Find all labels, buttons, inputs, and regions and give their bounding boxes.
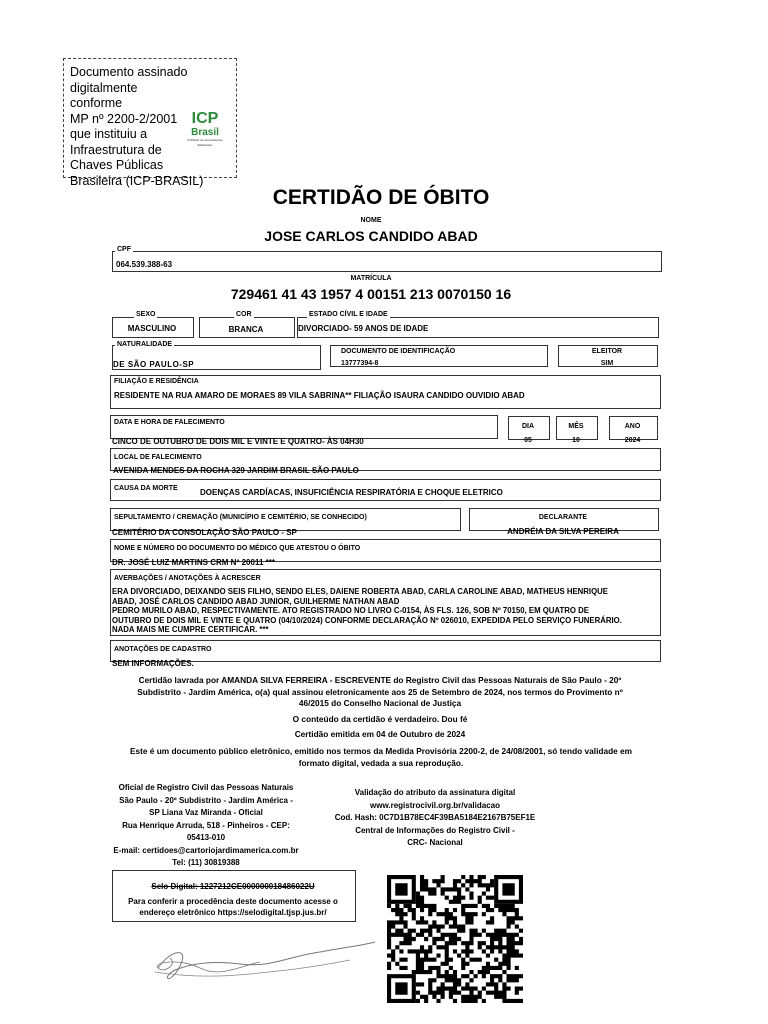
sepultamento-value: CEMITÉRIO DA CONSOLAÇÃO SÃO PAULO - SP (112, 528, 297, 537)
causa-value: DOENÇAS CARDÍACAS, INSUFICIÊNCIA RESPIRATÓRIA E CHOQUE ELETRICO (200, 488, 503, 497)
medico-label: NOME E NÚMERO DO DOCUMENTO DO MÉDICO QUE ATESTOU O ÓBITO (114, 545, 361, 552)
selo-value: Selo Digital: 1227212CE000000018486022U (151, 882, 315, 891)
matricula-value: 729461 41 43 1957 4 00151 213 0070150 16 (230, 286, 512, 302)
validacao-info: Validação do atributo da assinatura digital www.registrocivil.org.br/validacao Cod. Hash: 0C7D1B78EC4F39BA5184E2167B75EF1E Central de Informações do Registro Civil - CRC- Nacional (310, 787, 560, 850)
matricula-label: MATRÍCULA (350, 275, 392, 282)
ano-value: 2024 (624, 437, 641, 444)
dia-value: 05 (524, 437, 532, 444)
icp-brasil-stamp (63, 58, 237, 188)
documento-label: DOCUMENTO DE IDENTIFICAÇÃO (341, 348, 456, 355)
averbacoes-label: AVERBAÇÕES / ANOTAÇÕES À ACRESCER (114, 575, 261, 582)
validacao-link[interactable]: www.registrocivil.org.br/validacao (370, 800, 500, 810)
selo-info: Para conferir a procedência deste documento acesse o endereço eletrônico https://selodigital.tjsp.jus.br/ (112, 896, 354, 918)
nome-label: NOME (360, 217, 382, 224)
nome-value: JOSE CARLOS CANDIDO ABAD (264, 228, 478, 244)
cpf-label: CPF (117, 246, 131, 253)
estado-label: ESTADO CÍVIL E IDADE (309, 311, 388, 318)
emitida-text: Certidão emitida em 04 de Outubro de 2024 (294, 729, 466, 739)
sepultamento-label: SEPULTAMENTO / CREMAÇÃO (MUNICÍPIO E CEMITÉRIO, SE CONHECIDO) (114, 514, 367, 521)
averbacoes-text: ERA DIVORCIADO, DEIXANDO SEIS FILHO, SENDO ELES, DAIENE ROBERTA ABAD, CARLA CAROLINE ABAD, MATHEUS HENRIQUE ABAD, JOSÉ CARLOS CANDIDO ABAD JUNIOR, GUILHERME NATHAN ABAD PEDRO MURILO ABAD, RESPECTIVAMENTE. ATO REGISTRADO NO LIVRO C-0154, ÀS FLS. 126, SOB Nº 70150, EM QUATRO DE OUTUBRO DE DOIS MIL E VINTE E QUATRO (04/10/2024) CONFORME DECLARAÇÃO Nº 026010, EXPEDIDA PELO SERVIÇO FUNERÁRIO. NADA MAIS ME CUMPRE CERTIFICAR. *** (112, 587, 622, 635)
eletronico-text: Este é um documento público eletrônico, emitido nos termos da Medida Provisória 2200-2, de 24/08/2001, só tendo validade em formato digital, vedada a sua reprodução. (129, 746, 633, 768)
causa-label: CAUSA DA MORTE (114, 485, 178, 492)
sexo-label: SEXO (136, 311, 156, 318)
cpf-value: 064.539.388-63 (116, 260, 173, 269)
cadastro-label: ANOTAÇÕES DE CADASTRO (114, 646, 212, 653)
mes-label: MÊS (568, 423, 584, 430)
data-label: DATA E HORA DE FALECIMENTO (114, 419, 225, 426)
local-label: LOCAL DE FALECIMENTO (114, 454, 202, 461)
medico-value: DR. JOSÉ LUIZ MARTINS CRM Nº 20011 *** (112, 558, 275, 567)
local-value: AVENIDA MENDES DA ROCHA 329 JARDIM BRASIL SÃO PAULO (113, 466, 359, 475)
mes-value: 10 (572, 437, 580, 444)
eleitor-value: SIM (600, 360, 614, 367)
sexo-value: MASCULINO (127, 324, 177, 333)
cor-label: COR (236, 311, 252, 318)
dia-label: DIA (521, 423, 535, 430)
ano-label: ANO (624, 423, 641, 430)
icp-brasil-logo: ICP Brasil O Brasil no seu Governo Eletrônico (187, 110, 223, 147)
lavrada-text: Certidão lavrada por AMANDA SILVA FERREIRA - ESCREVENTE do Registro Civil das Pessoas Naturais de São Paulo - 20º Subdistrito - Jardim América, o(a) qual assinou eletronicamente aos 25 de Setembro de 2024, nos termos do Provimento nº 46/2015 do Conselho Nacional de Justiça (137, 675, 623, 708)
data-value: CINCO DE OUTUBRO DE DOIS MIL E VINTE E QUATRO- ÀS 04H30 (112, 437, 364, 446)
stamp-text: Documento assinado digitalmente conforme MP nº 2200-2/2001 que instituiu a Infraestrutura de Chaves Públicas Brasileira (ICP-BRASIL) (70, 65, 204, 188)
naturalidade-value: DE SÃO PAULO-SP (113, 360, 195, 369)
selo-link[interactable]: endereço eletrônico https://selodigital.tjsp.jus.br/ (139, 908, 327, 917)
filiacao-label: FILIAÇÃO E RESIDÊNCIA (114, 378, 199, 385)
filiacao-value: RESIDENTE NA RUA AMARO DE MORAES 89 VILA SABRINA** FILIAÇÃO ISAURA CANDIDO OUVIDIO ABAD (114, 391, 525, 400)
qr-code (387, 875, 523, 1003)
oficial-info: Oficial de Registro Civil das Pessoas Naturais São Paulo - 20º Subdistrito - Jardim América - SP Liana Vaz Miranda - Oficial Rua Henrique Arruda, 518 - Pinheiros - CEP: 05413-010 E-mail: certidoes@cartoriojardimamerica.com.br Tel: (11) 30819388 (113, 783, 299, 867)
page-title: CERTIDÃO DE ÓBITO (272, 186, 490, 209)
estado-value: DIVORCIADO- 59 ANOS DE IDADE (298, 324, 429, 333)
verdadeiro-text: O conteúdo da certidão é verdadeiro. Dou fé (292, 714, 468, 724)
declarante-label: DECLARANTE (538, 514, 588, 521)
documento-value: 13777394-8 (341, 360, 379, 367)
signature (150, 938, 380, 988)
cpf-box (112, 251, 662, 272)
cadastro-value: SEM INFORMAÇÕES. (112, 659, 194, 668)
naturalidade-label: NATURALIDADE (117, 341, 173, 348)
cor-value: BRANCA (228, 325, 264, 334)
declarante-value: ANDRÉIA DA SILVA PEREIRA (507, 527, 619, 536)
eleitor-label: ELEITOR (591, 348, 623, 355)
